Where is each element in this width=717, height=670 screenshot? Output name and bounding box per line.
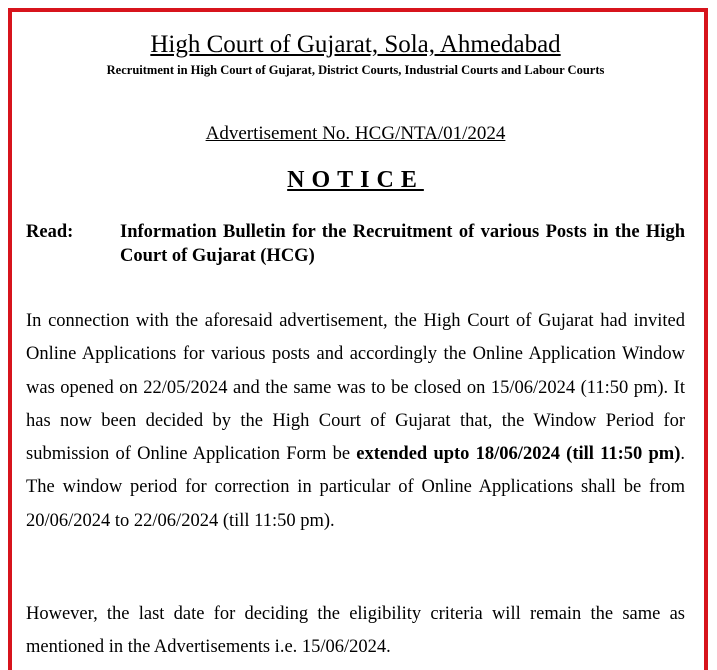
notice-heading: NOTICE — [287, 167, 424, 193]
advertisement-number: Advertisement No. HCG/NTA/01/2024 — [205, 123, 506, 144]
read-label: Read: — [26, 222, 74, 242]
court-title: High Court of Gujarat, Sola, Ahmedabad — [150, 31, 561, 58]
body-paragraph-2: However, the last date for deciding the eligibility criteria will remain the same as mentioned in the Advertisements i.e. 15/06/2024. — [26, 604, 685, 658]
paragraph1-before: In connection with the aforesaid advertisement, the High Court of Gujarat had invited Online Applications for various posts and accordingly the Online Application Window was opened on 22/05/2024 and the same was to be closed on 15/06/2024 (11:50 pm). It has now been decided by the High Court of Gujarat that, the Window Period for submission of Online Application Form be — [26, 311, 685, 465]
read-text: Information Bulletin for the Recruitment of various Posts in the High Court of Gujarat (HCG) — [120, 222, 685, 266]
body-paragraph-1 — [26, 305, 685, 538]
extended-date-highlight: extended upto 18/06/2024 (till 11:50 pm) — [356, 444, 681, 465]
paragraph1-after: . The window period for correction in particular of Online Applications shall be from 20/06/2024 to 22/06/2024 (till 11:50 pm). — [26, 444, 685, 531]
recruitment-subtitle: Recruitment in High Court of Gujarat, District Courts, Industrial Courts and Labour Courts — [106, 63, 605, 77]
